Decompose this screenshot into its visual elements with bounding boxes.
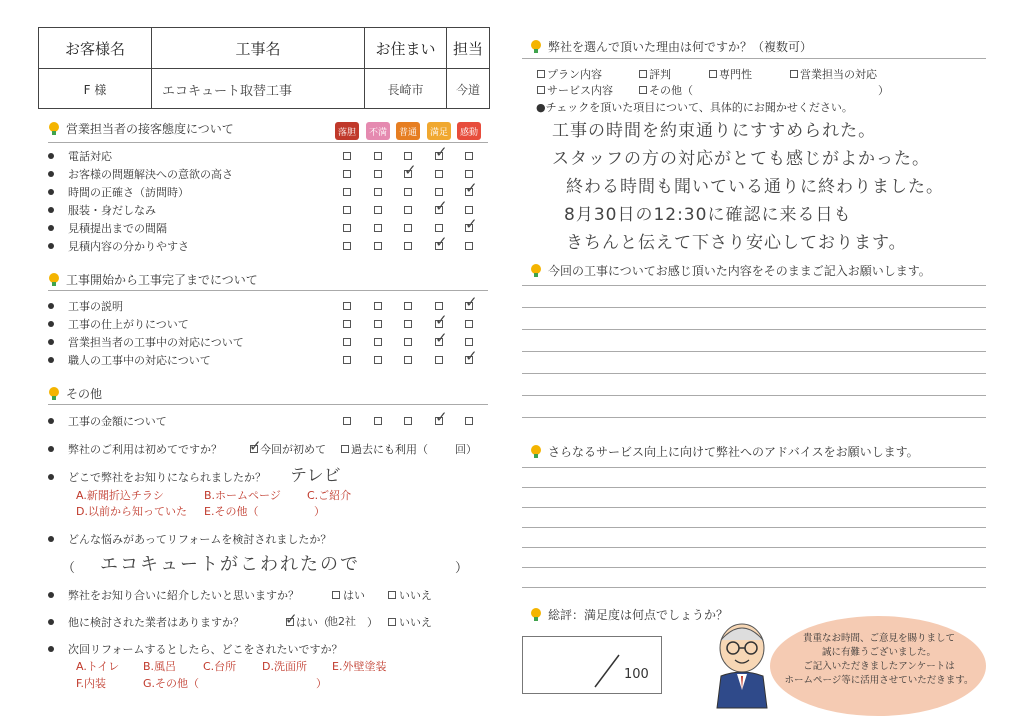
rating-checkbox[interactable] bbox=[374, 242, 382, 250]
other-close: ） bbox=[367, 616, 378, 629]
survey-row bbox=[48, 148, 488, 164]
lightbulb-icon bbox=[530, 608, 542, 621]
rating-checkbox[interactable] bbox=[465, 170, 473, 178]
rating-checkbox[interactable] bbox=[343, 320, 351, 328]
survey-row bbox=[48, 166, 488, 182]
thanks-line-3: ご記入いただきましたアンケートは bbox=[803, 661, 955, 672]
reason-service-label: サービス内容 bbox=[547, 84, 613, 97]
lightbulb-icon bbox=[48, 273, 60, 286]
why-open-paren: （ bbox=[62, 561, 76, 576]
survey-row bbox=[48, 334, 488, 350]
survey-row bbox=[48, 220, 488, 236]
rating-checkbox[interactable] bbox=[343, 152, 351, 160]
rating-checkbox[interactable] bbox=[465, 320, 473, 328]
writing-line bbox=[522, 417, 986, 418]
rating-checkbox[interactable] bbox=[374, 170, 382, 178]
rating-checkbox[interactable] bbox=[343, 417, 351, 425]
rating-checkbox[interactable] bbox=[404, 206, 412, 214]
work-name: エコキュート取替工事 bbox=[152, 69, 365, 109]
rating-checkbox[interactable] bbox=[343, 206, 351, 214]
rating-checkbox[interactable] bbox=[343, 242, 351, 250]
rating-checkbox[interactable] bbox=[404, 320, 412, 328]
q-how-answer: テレビ bbox=[290, 466, 341, 486]
sec3-title: その他 bbox=[66, 387, 103, 401]
reason-handwritten-line: きちんと伝えて下さり安心しております。 bbox=[566, 233, 907, 253]
staff-name: 今道 bbox=[455, 82, 480, 97]
check-mark-icon: ✓ bbox=[465, 293, 478, 311]
check-mark-icon: ✓ bbox=[435, 329, 448, 347]
rating-checkbox[interactable] bbox=[435, 224, 443, 232]
rating-checkbox[interactable] bbox=[374, 320, 382, 328]
thanks-line-4: ホームページ等に活用させていただきます。 bbox=[784, 675, 974, 686]
rating-checkbox[interactable] bbox=[465, 242, 473, 250]
reason-header bbox=[530, 38, 812, 55]
rating-checkbox[interactable] bbox=[374, 338, 382, 346]
writing-line bbox=[522, 487, 986, 488]
q-next-label: 次回リフォームするとしたら、どこをされたいですか？ bbox=[68, 643, 343, 656]
reason-plan-label: プラン内容 bbox=[547, 68, 602, 81]
reason-handwritten-line: 8月30日の12:30に確認に来る日も bbox=[564, 205, 852, 225]
writing-line bbox=[522, 307, 986, 308]
writing-line bbox=[522, 567, 986, 568]
q-how-label: どこで弊社をお知りになられましたか？ bbox=[68, 471, 266, 484]
writing-line bbox=[522, 329, 986, 330]
reason-other-label: その他（ bbox=[649, 84, 693, 97]
intro-yes-checkbox[interactable] bbox=[332, 591, 340, 599]
rating-checkbox[interactable] bbox=[374, 417, 382, 425]
how-opt-b: B.ホームページ bbox=[204, 489, 281, 502]
reason-title: 弊社を選んで頂いた理由は何ですか？（複数可） bbox=[548, 40, 813, 54]
next-opt-e: E.外壁塗装 bbox=[332, 660, 387, 673]
col-customer-heading: お客様名 bbox=[39, 28, 152, 68]
rating-checkbox[interactable] bbox=[435, 188, 443, 196]
rating-checkbox[interactable] bbox=[404, 302, 412, 310]
other-no-checkbox[interactable] bbox=[388, 618, 396, 626]
sec1-title: 営業担当者の接客態度について bbox=[66, 122, 234, 136]
reason-note: ●チェックを頂いた項目について、具体的にお聞かせください。 bbox=[536, 101, 853, 114]
row-label: 見積提出までの間隔 bbox=[68, 222, 167, 235]
reason-reputation-checkbox[interactable] bbox=[639, 70, 647, 78]
q-other-label: 他に検討された業者はありますか？ bbox=[68, 616, 244, 629]
reason-staff-label: 営業担当の対応 bbox=[800, 68, 877, 81]
row-label: 時間の正確さ（訪問時） bbox=[68, 186, 189, 199]
q-why-answer: エコキュートがこわれたので bbox=[100, 554, 360, 575]
writing-line bbox=[522, 547, 986, 548]
col-address-heading: お住まい bbox=[365, 28, 447, 68]
rating-checkbox[interactable] bbox=[404, 338, 412, 346]
survey-row bbox=[48, 298, 488, 314]
header-table bbox=[38, 27, 490, 109]
rating-checkbox[interactable] bbox=[343, 224, 351, 232]
row-label: 見積内容の分かりやすさ bbox=[68, 240, 189, 253]
rating-checkbox[interactable] bbox=[343, 356, 351, 364]
writing-line bbox=[522, 527, 986, 528]
row-label: 工事の説明 bbox=[68, 300, 123, 313]
rating-checkbox[interactable] bbox=[374, 224, 382, 232]
rating-checkbox[interactable] bbox=[435, 356, 443, 364]
rating-checkbox[interactable] bbox=[435, 170, 443, 178]
next-opt-b: B.風呂 bbox=[143, 660, 177, 673]
check-mark-icon: ✓ bbox=[435, 197, 448, 215]
sec3-header bbox=[48, 385, 102, 402]
other-no-label: いいえ bbox=[399, 616, 432, 629]
rating-heading-4: 感動 bbox=[457, 122, 481, 140]
reason-handwritten-line: 工事の時間を約束通りにすすめられた。 bbox=[552, 121, 877, 141]
rating-checkbox[interactable] bbox=[343, 302, 351, 310]
lightbulb-icon bbox=[48, 387, 60, 400]
how-opt-close: ） bbox=[314, 505, 325, 518]
col-work-heading: 工事名 bbox=[152, 28, 365, 68]
how-opt-c: C.ご紹介 bbox=[307, 489, 352, 502]
advice-header bbox=[530, 443, 919, 460]
rating-checkbox[interactable] bbox=[404, 188, 412, 196]
other-yes-label: はい（ bbox=[296, 616, 329, 629]
lightbulb-icon bbox=[48, 122, 60, 135]
rating-heading-1: 不満 bbox=[366, 122, 390, 140]
reason-handwritten-line: 終わる時間も聞いている通りに終わりました。 bbox=[566, 177, 944, 197]
check-mark-icon: ✓ bbox=[435, 143, 448, 161]
intro-no-label: いいえ bbox=[399, 589, 432, 602]
survey-row bbox=[48, 352, 488, 368]
rating-heading-0: 落胆 bbox=[335, 122, 359, 140]
first-time-label: 今回が初めて bbox=[260, 443, 326, 456]
repeat-checkbox[interactable] bbox=[341, 445, 349, 453]
check-mark-icon: ✓ bbox=[435, 311, 448, 329]
writing-line bbox=[522, 395, 986, 396]
rating-checkbox[interactable] bbox=[404, 417, 412, 425]
reason-handwritten-line: スタッフの方の対応がとても感じがよかった。 bbox=[552, 149, 930, 169]
how-opt-e: E.その他（ bbox=[204, 505, 259, 518]
reason-plan-checkbox[interactable] bbox=[537, 70, 545, 78]
row-label: 職人の工事中の対応について bbox=[68, 354, 211, 367]
check-mark-icon: ✓ bbox=[285, 610, 298, 628]
rating-heading-2: 普通 bbox=[396, 122, 420, 140]
row-label: 営業担当者の工事中の対応について bbox=[68, 336, 244, 349]
rating-checkbox[interactable] bbox=[404, 356, 412, 364]
rating-checkbox[interactable] bbox=[343, 338, 351, 346]
feel-header bbox=[530, 262, 931, 279]
rating-checkbox[interactable] bbox=[465, 152, 473, 160]
rating-checkbox[interactable] bbox=[374, 152, 382, 160]
next-opt-close: ） bbox=[316, 677, 327, 690]
survey-row bbox=[48, 184, 488, 200]
rating-checkbox[interactable] bbox=[465, 206, 473, 214]
next-opt-c: C.台所 bbox=[203, 660, 237, 673]
sec2-title: 工事開始から工事完了までについて bbox=[66, 273, 258, 287]
rating-checkbox[interactable] bbox=[435, 302, 443, 310]
check-mark-icon: ✓ bbox=[435, 233, 448, 251]
writing-line bbox=[522, 351, 986, 352]
price-label: 工事の金額について bbox=[68, 415, 167, 428]
next-opt-f: F.内装 bbox=[76, 677, 107, 690]
lightbulb-icon bbox=[530, 445, 542, 458]
writing-line bbox=[522, 507, 986, 508]
how-opt-d: D.以前から知っていた bbox=[76, 505, 187, 518]
other-note: 他2社 bbox=[327, 615, 356, 628]
reason-other-checkbox[interactable] bbox=[639, 86, 647, 94]
price-row bbox=[48, 413, 488, 429]
score-max: 100 bbox=[624, 667, 649, 682]
check-mark-icon: ✓ bbox=[465, 179, 478, 197]
lightbulb-icon bbox=[530, 264, 542, 277]
rating-checkbox[interactable] bbox=[374, 206, 382, 214]
check-mark-icon: ✓ bbox=[465, 215, 478, 233]
score-title: 総評：満足度は何点でしょうか？ bbox=[548, 608, 729, 622]
writing-line bbox=[522, 285, 986, 286]
thanks-line-2: 誠に有難うございました。 bbox=[821, 647, 936, 658]
sec2-header bbox=[48, 271, 258, 288]
reason-service-checkbox[interactable] bbox=[537, 86, 545, 94]
next-opt-d: D.洗面所 bbox=[262, 660, 307, 673]
rating-checkbox[interactable] bbox=[374, 356, 382, 364]
rating-checkbox[interactable] bbox=[343, 170, 351, 178]
rating-checkbox[interactable] bbox=[404, 152, 412, 160]
row-label: 工事の仕上がりについて bbox=[68, 318, 189, 331]
rating-checkbox[interactable] bbox=[404, 224, 412, 232]
row-label: 服装・身だしなみ bbox=[68, 204, 156, 217]
why-close-paren: ） bbox=[455, 561, 469, 576]
q-next-row bbox=[48, 641, 488, 657]
writing-line bbox=[522, 373, 986, 374]
rating-checkbox[interactable] bbox=[404, 242, 412, 250]
col-staff-heading: 担当 bbox=[452, 39, 483, 58]
thanks-line-1: 貴重なお時間、ご意見を賜りまして bbox=[802, 633, 955, 644]
customer-name: F 様 bbox=[39, 69, 152, 109]
feel-title: 今回の工事についてお感じ頂いた内容をそのままご記入お願いします。 bbox=[548, 264, 931, 278]
how-opt-a: A.新聞折込チラシ bbox=[76, 489, 164, 502]
lightbulb-icon bbox=[530, 40, 542, 53]
next-opt-g: G.その他（ bbox=[143, 677, 200, 690]
check-mark-icon: ✓ bbox=[249, 437, 262, 455]
writing-line bbox=[522, 587, 986, 588]
q-why-row bbox=[48, 531, 488, 547]
check-mark-icon: ✓ bbox=[465, 347, 478, 365]
check-mark-icon: ✓ bbox=[404, 161, 417, 179]
row-label: 電話対応 bbox=[68, 150, 112, 163]
q-intro-label: 弊社をお知り合いに紹介したいと思いますか？ bbox=[68, 589, 299, 602]
reason-expertise-label: 専門性 bbox=[719, 68, 752, 81]
thanks-text bbox=[776, 632, 982, 688]
rating-checkbox[interactable] bbox=[343, 188, 351, 196]
rating-checkbox[interactable] bbox=[465, 338, 473, 346]
check-mark-icon: ✓ bbox=[435, 408, 448, 426]
staff-mascot-illustration bbox=[707, 610, 777, 710]
reason-staff-checkbox[interactable] bbox=[790, 70, 798, 78]
repeat-label: 過去にも利用（ bbox=[351, 443, 428, 456]
reason-expertise-checkbox[interactable] bbox=[709, 70, 717, 78]
rating-checkbox[interactable] bbox=[465, 417, 473, 425]
survey-row bbox=[48, 202, 488, 218]
rating-checkbox[interactable] bbox=[374, 302, 382, 310]
writing-line bbox=[522, 467, 986, 468]
sec1-header bbox=[48, 120, 234, 137]
next-opt-a: A.トイレ bbox=[76, 660, 120, 673]
address-value: 長崎市 bbox=[365, 69, 447, 109]
survey-row bbox=[48, 238, 488, 254]
score-box[interactable] bbox=[522, 636, 662, 694]
q-why-label: どんな悩みがあってリフォームを検討されましたか？ bbox=[68, 533, 332, 546]
intro-yes-label: はい bbox=[343, 589, 365, 602]
score-header bbox=[530, 606, 728, 623]
rating-checkbox[interactable] bbox=[374, 188, 382, 196]
repeat-unit: 回） bbox=[455, 443, 477, 456]
reason-other-close: ） bbox=[878, 84, 889, 97]
row-label: お客様の問題解決への意欲の高さ bbox=[68, 168, 233, 181]
reason-reputation-label: 評判 bbox=[649, 68, 671, 81]
q-first-label: 弊社のご利用は初めてですか？ bbox=[68, 443, 222, 456]
rating-heading-3: 満足 bbox=[427, 122, 451, 140]
survey-row bbox=[48, 316, 488, 332]
intro-no-checkbox[interactable] bbox=[388, 591, 396, 599]
advice-title: さらなるサービス向上に向けて弊社へのアドバイスをお願いします。 bbox=[548, 445, 919, 459]
q-how-row bbox=[48, 469, 488, 485]
